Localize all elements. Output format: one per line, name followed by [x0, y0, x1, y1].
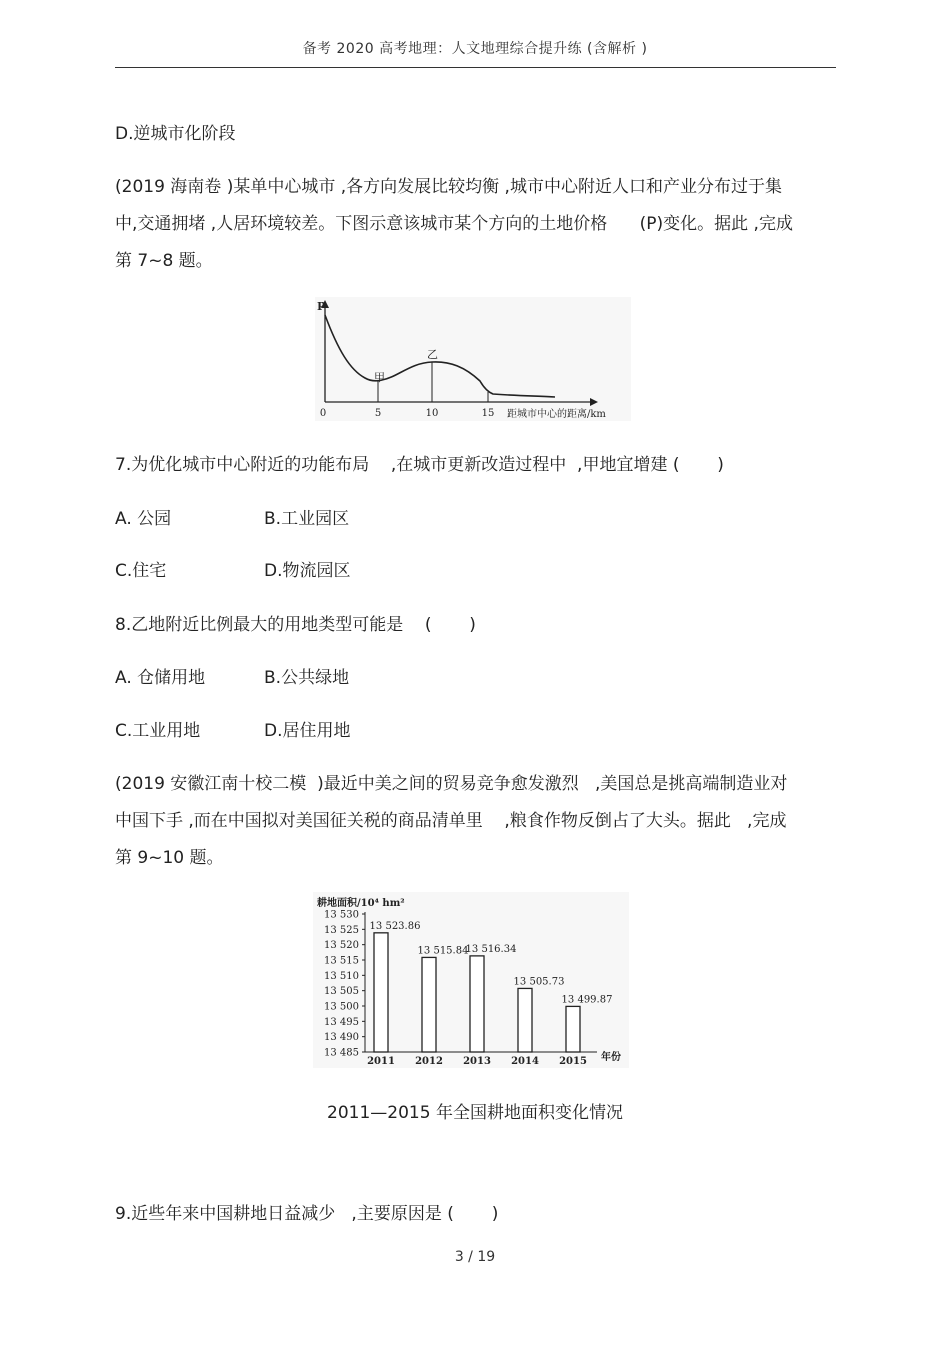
bar-2015 — [566, 1006, 580, 1052]
bar-2013 — [470, 956, 484, 1052]
intro-line-1: (2019 海南卷 )某单中心城市 ,各方向发展比较均衡 ,城市中心附近人口和产业分布过于集 — [115, 177, 782, 197]
bar-value-label: 13 523.86 — [369, 920, 421, 932]
farmland-bar-chart — [313, 892, 633, 1072]
y-tick-label: 13 520 — [324, 940, 359, 952]
q7-option-a: A. 公园 — [115, 509, 172, 529]
y-tick-label: 13 510 — [324, 970, 359, 982]
y-tick-label: 13 525 — [324, 924, 359, 936]
bar-value-label: 13 515.84 — [417, 945, 469, 957]
question-9: 9.近些年来中国耕地日益减少 ,主要原因是 ( ) — [115, 1204, 499, 1224]
q8-option-b: B.公共绿地 — [264, 668, 350, 688]
y-tick-label: 13 500 — [324, 1001, 359, 1013]
intro-line-3: 第 7~8 题。 — [115, 251, 213, 271]
x-category-label: 2012 — [415, 1056, 443, 1067]
q8-option-d: D.居住用地 — [264, 721, 351, 741]
x-category-label: 2015 — [559, 1056, 587, 1067]
q7-option-c: C.住宅 — [115, 561, 167, 581]
bar-2012 — [422, 957, 436, 1052]
y-tick-label: 13 530 — [324, 909, 359, 921]
x-tick-0: 0 — [319, 408, 327, 419]
intro-line-2: 中,交通拥堵 ,人居环境较差。下图示意该城市某个方向的土地价格 (P)变化。据此 ,完成 — [115, 214, 793, 234]
y-tick-label: 13 515 — [324, 955, 359, 967]
option-d-previous: D.逆城市化阶段 — [115, 124, 236, 144]
question-8: 8.乙地附近比例最大的用地类型可能是 ( ) — [115, 615, 476, 635]
x-tick-10: 10 — [425, 408, 439, 419]
x-category-label: 2011 — [367, 1056, 395, 1067]
x-tick-5: 5 — [374, 408, 382, 419]
intro2-line-3: 第 9~10 题。 — [115, 848, 224, 868]
q8-option-a: A. 仓储用地 — [115, 668, 206, 688]
y-tick-label: 13 485 — [324, 1047, 359, 1059]
bar-value-label: 13 499.87 — [561, 994, 613, 1006]
page-number: 3 / 19 — [454, 1249, 496, 1265]
bar-value-label: 13 516.34 — [465, 943, 517, 955]
intro2-line-2: 中国下手 ,而在中国拟对美国征关税的商品清单里 ,粮食作物反倒占了大头。据此 ,完成 — [115, 811, 787, 831]
intro2-line-1: (2019 安徽江南十校二模 )最近中美之间的贸易竞争愈发激烈 ,美国总是挑高端制造业对 — [115, 774, 788, 794]
chart-y-label: 耕地面积/10⁴ hm² — [317, 898, 405, 909]
q7-option-b: B.工业园区 — [264, 509, 350, 529]
y-axis-label: P — [317, 300, 326, 313]
bar-2014 — [518, 988, 532, 1052]
q8-option-c: C.工业用地 — [115, 721, 201, 741]
question-7: 7.为优化城市中心附近的功能布局 ,在城市更新改造过程中 ,甲地宜增建 ( ) — [115, 455, 724, 475]
land-price-figure — [310, 295, 635, 425]
y-tick-label: 13 495 — [324, 1016, 359, 1028]
header-rule — [115, 67, 836, 68]
x-category-label: 2014 — [511, 1056, 539, 1067]
chart-caption: 2011—2015 年全国耕地面积变化情况 — [327, 1103, 623, 1123]
x-tick-15: 15 — [481, 408, 495, 419]
bar-value-label: 13 505.73 — [513, 976, 565, 988]
x-axis-label: 距城市中心的距离/km — [507, 409, 606, 420]
bar-2011 — [374, 933, 388, 1052]
q7-option-d: D.物流园区 — [264, 561, 351, 581]
y-tick-label: 13 505 — [324, 986, 359, 998]
page-header: 备考 2020 高考地理：人文地理综合提升练 (含解析 ) — [302, 41, 648, 57]
label-yi: 乙 — [427, 348, 438, 361]
chart-x-label: 年份 — [601, 1052, 621, 1063]
label-jia: 甲 — [374, 371, 385, 384]
x-category-label: 2013 — [463, 1056, 491, 1067]
y-tick-label: 13 490 — [324, 1032, 359, 1044]
